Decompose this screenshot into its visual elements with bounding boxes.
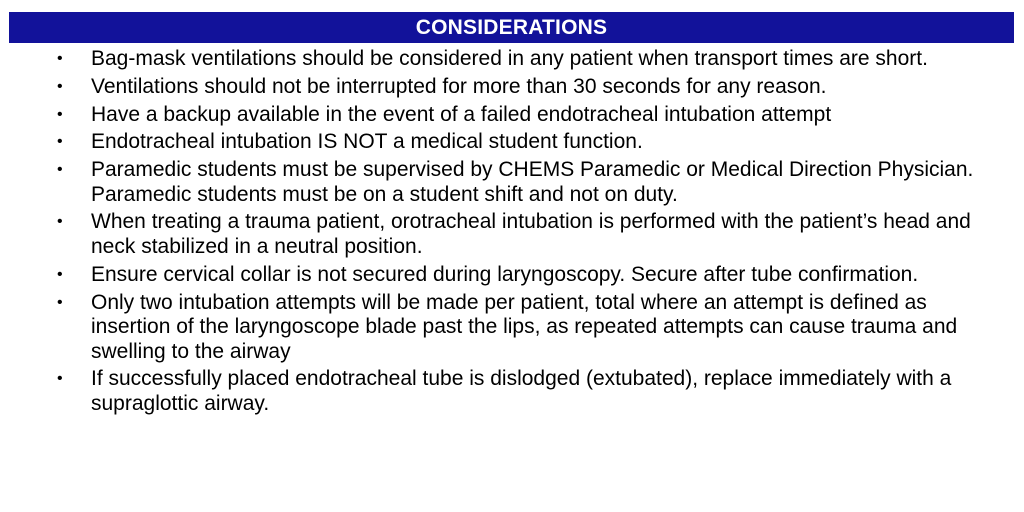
list-item-text: Ventilations should not be interrupted for more than 30 seconds for any reason.	[91, 74, 827, 98]
list-item-text: Ensure cervical collar is not secured during laryngoscopy. Secure after tube confirmation.	[91, 262, 919, 286]
list-item	[0, 263, 1024, 288]
list-item	[0, 291, 1024, 365]
list-item-text: If successfully placed endotracheal tube is dislodged (extubated), replace immediately with a supraglottic airway.	[91, 367, 952, 415]
bullet-icon: •	[57, 213, 63, 231]
list-item-text: Have a backup available in the event of a failed endotracheal intubation attempt	[91, 102, 832, 126]
list-item	[0, 47, 1024, 72]
bullet-icon: •	[57, 105, 63, 123]
list-item	[0, 367, 1024, 416]
list-item-text: Endotracheal intubation IS NOT a medical student function.	[91, 130, 643, 154]
bullet-icon: •	[57, 77, 63, 95]
bullet-icon: •	[57, 50, 63, 67]
list-item-text: When treating a trauma patient, orotracheal intubation is performed with the patient’s head and neck stabilized in a neutral position.	[91, 210, 971, 258]
bullet-icon: •	[57, 370, 63, 388]
list-item-text: Bag-mask ventilations should be considered in any patient when transport times are short.	[91, 47, 928, 70]
considerations-title: CONSIDERATIONS	[415, 16, 608, 39]
bullet-icon: •	[57, 265, 63, 283]
bullet-icon: •	[57, 161, 63, 179]
bullet-icon: •	[57, 133, 63, 151]
list-item	[0, 103, 1024, 128]
list-item	[0, 210, 1024, 259]
considerations-header-bar	[9, 12, 1014, 43]
list-item-text: Paramedic students must be supervised by CHEMS Paramedic or Medical Direction Physician. Paramedic students must be on a student shift and not on duty.	[91, 158, 974, 206]
list-item	[0, 75, 1024, 100]
list-item-text: Only two intubation attempts will be made per patient, total where an attempt is defined as insertion of the laryngoscope blade past the lips, as repeated attempts can cause trauma and swelling to the airway	[91, 290, 958, 363]
list-item	[0, 130, 1024, 155]
bullet-icon: •	[57, 293, 63, 311]
considerations-list	[0, 47, 1024, 420]
list-item	[0, 158, 1024, 207]
